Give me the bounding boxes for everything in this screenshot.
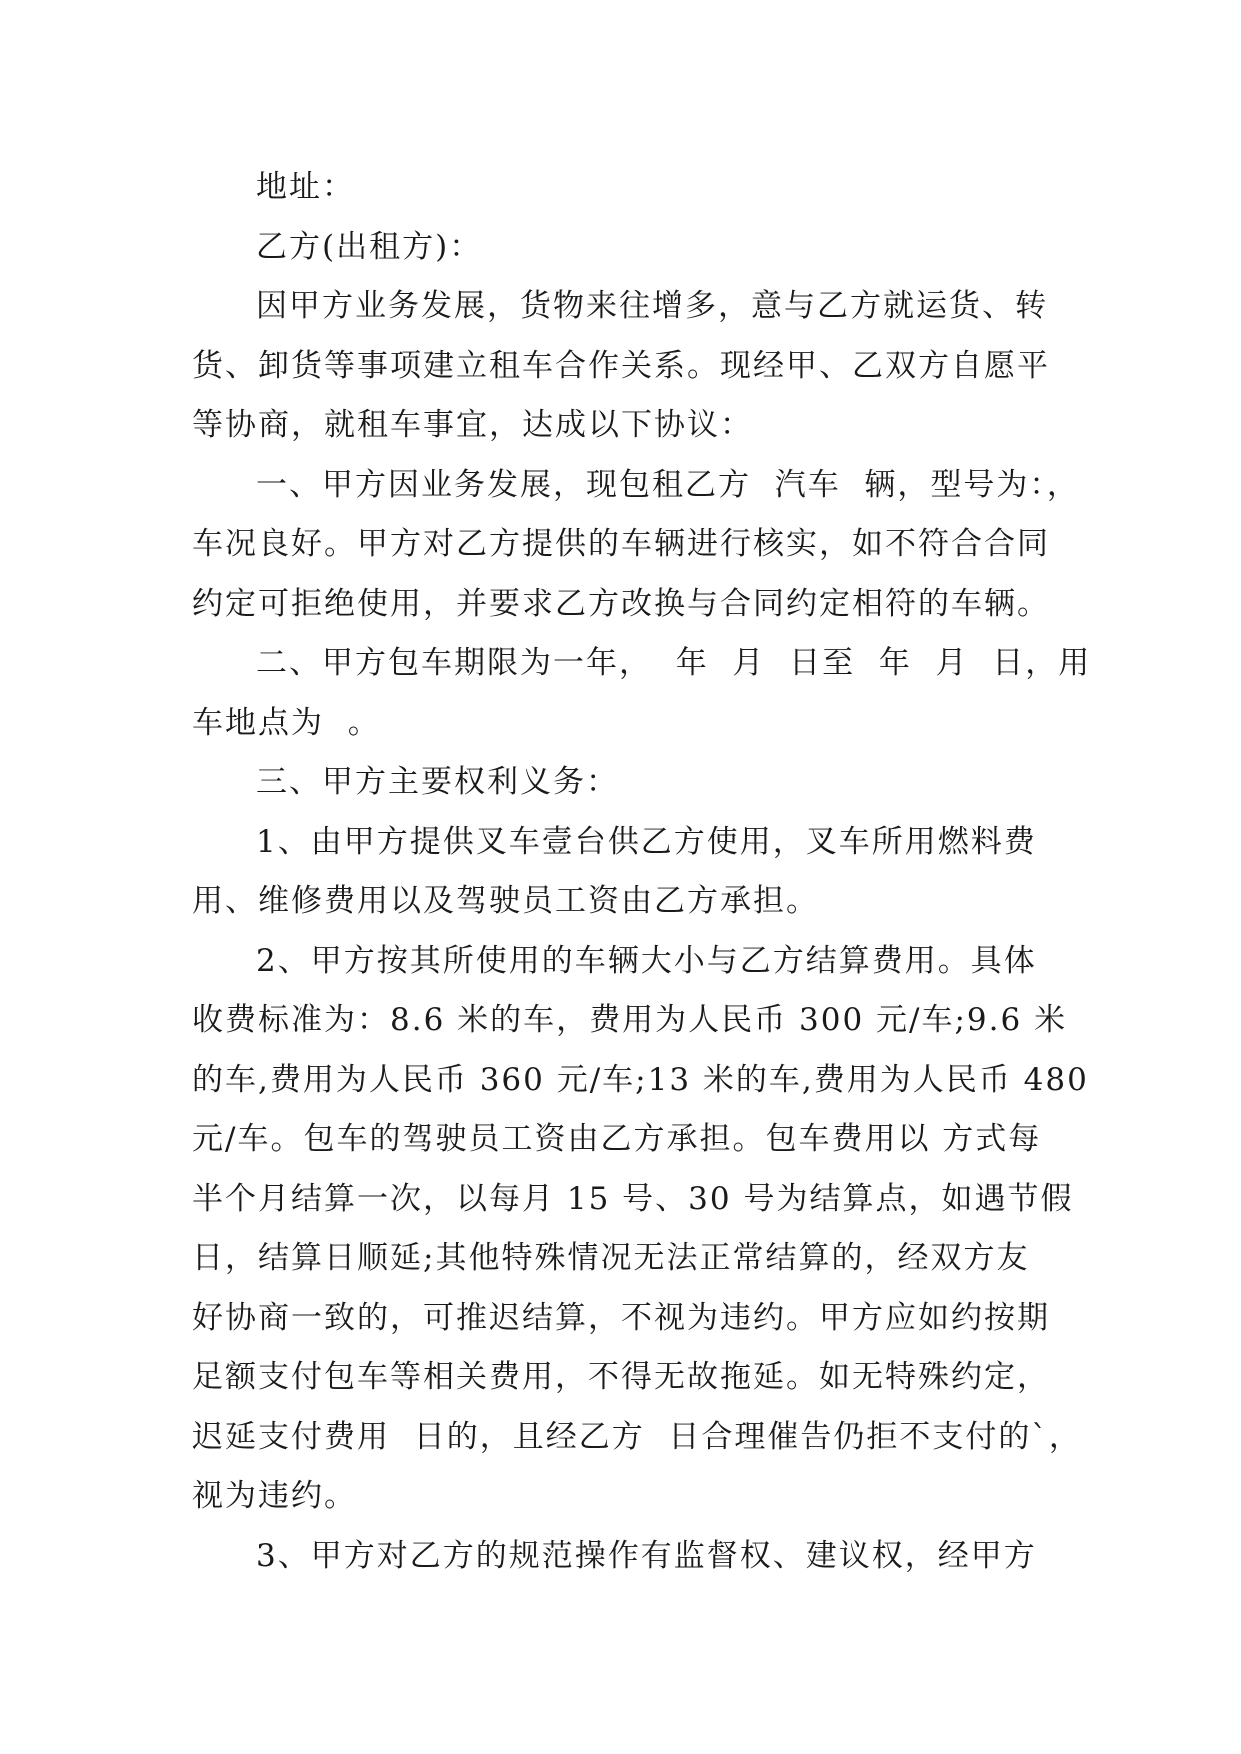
item-two-line: 的车,费用为人民币 360 元/车;13 米的车,费用为人民币 480 [192,1061,1089,1098]
line-address-label: 地址： [256,169,355,205]
item-two-line: 半个月结算一次，以每月 15 号、30 号为结算点，如遇节假 [192,1180,1074,1217]
item-two-line: 视为违约。 [192,1478,357,1514]
clause-three-heading: 三、甲方主要权利义务： [256,764,619,800]
document-body [192,158,1092,1586]
item-two-line: 日，结算日顺延;其他特殊情况无法正常结算的，经双方友 [192,1240,1030,1276]
item-two-line: 足额支付包车等相关费用，不得无故拖延。如无特殊约定， [192,1359,1050,1395]
line-party-b-label: 乙方(出租方)： [256,228,483,265]
item-two-line: 收费标准为：8.6 米的车，费用为人民币 300 元/车;9.6 米 [192,1002,1068,1038]
item-two-line: 迟延支付费用 日的，且经乙方 日合理催告仍拒不支付的`， [192,1418,1082,1455]
item-three-line: 3、甲方对乙方的规范操作有监督权、建议权，经甲方 [256,1537,1037,1574]
item-one-line: 1、由甲方提供叉车壹台供乙方使用，叉车所用燃料费 [256,823,1037,860]
paragraph-intro-line: 货、卸货等事项建立租车合作关系。现经甲、乙双方自愿平 [192,347,1050,384]
paragraph-intro-line: 因甲方业务发展，货物来往增多，意与乙方就运货、转 [256,288,1048,324]
item-two-line: 元/车。包车的驾驶员工资由乙方承担。包车费用以 方式每 [192,1121,1042,1157]
clause-one-line: 一、甲方因业务发展，现包租乙方 汽车 辆，型号为：， [256,466,1080,503]
item-one-line: 用、维修费用以及驾驶员工资由乙方承担。 [192,883,819,919]
clause-two-line: 二、甲方包车期限为一年， 年 月 日至 年 月 日，用 [256,645,1092,681]
item-two-line: 2、甲方按其所使用的车辆大小与乙方结算费用。具体 [256,942,1037,979]
clause-one-line: 约定可拒绝使用，并要求乙方改换与合同约定相符的车辆。 [192,585,1050,622]
clause-one-line: 车况良好。甲方对乙方提供的车辆进行核实，如不符合合同 [192,526,1050,562]
paragraph-intro-line: 等协商，就租车事宜，达成以下协议： [192,407,753,443]
item-two-line: 好协商一致的，可推迟结算，不视为违约。甲方应如约按期 [192,1299,1050,1336]
clause-two-line: 车地点为 。 [192,704,381,741]
